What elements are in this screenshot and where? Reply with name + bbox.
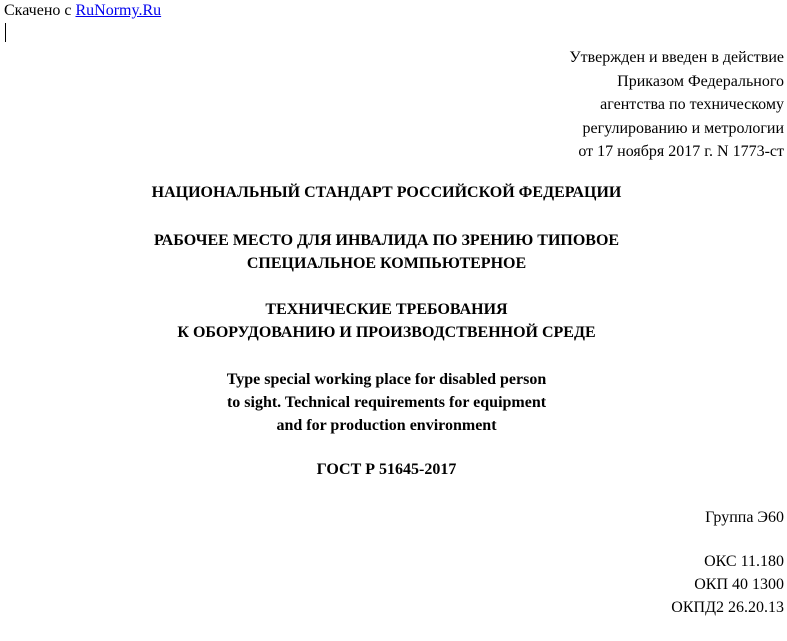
standard-subtitle: [0, 298, 780, 344]
source-prefix: Скачено с: [4, 2, 76, 19]
national-standard-text: НАЦИОНАЛЬНЫЙ СТАНДАРТ РОССИЙСКОЙ ФЕДЕРАЦИИ: [151, 184, 622, 201]
classification-group: [705, 506, 784, 529]
gost-number: [0, 459, 780, 481]
classification-codes: [671, 550, 784, 619]
approval-line: от 17 ноября 2017 г. N 1773-ст: [578, 143, 784, 160]
approval-line: Приказом Федерального: [617, 72, 784, 90]
english-title-line: to sight. Technical requirements for equipment: [226, 394, 547, 411]
english-title-line: and for production environment: [276, 417, 497, 434]
standard-title-line: СПЕЦИАЛЬНОЕ КОМПЬЮТЕРНОЕ: [246, 255, 527, 272]
approval-line: регулированию и метрологии: [582, 119, 784, 137]
group-code: Группа Э60: [705, 509, 784, 526]
gost-number-text: ГОСТ Р 51645-2017: [316, 461, 457, 478]
source-line: [4, 2, 161, 20]
standard-subtitle-line: К ОБОРУДОВАНИЮ И ПРОИЗВОДСТВЕННОЙ СРЕДЕ: [177, 324, 596, 341]
standard-title-line: РАБОЧЕЕ МЕСТО ДЛЯ ИНВАЛИДА ПО ЗРЕНИЮ ТИПОВОЕ: [153, 232, 620, 249]
classification-code: ОКП 40 1300: [694, 576, 784, 593]
approval-line: агентства по техническому: [600, 96, 784, 113]
national-standard-heading: [0, 182, 780, 204]
english-title: [0, 368, 780, 437]
classification-code: ОКПД2 26.20.13: [671, 599, 784, 616]
standard-title: [0, 229, 780, 275]
standard-subtitle-line: ТЕХНИЧЕСКИЕ ТРЕБОВАНИЯ: [265, 301, 508, 318]
classification-code: ОКС 11.180: [704, 553, 784, 570]
runormy-link[interactable]: RuNormy.Ru: [75, 2, 162, 19]
english-title-line: Type special working place for disabled person: [226, 371, 547, 388]
approval-block: [569, 46, 784, 164]
text-cursor: [5, 23, 6, 42]
approval-line: Утвержден и введен в действие: [569, 49, 784, 66]
